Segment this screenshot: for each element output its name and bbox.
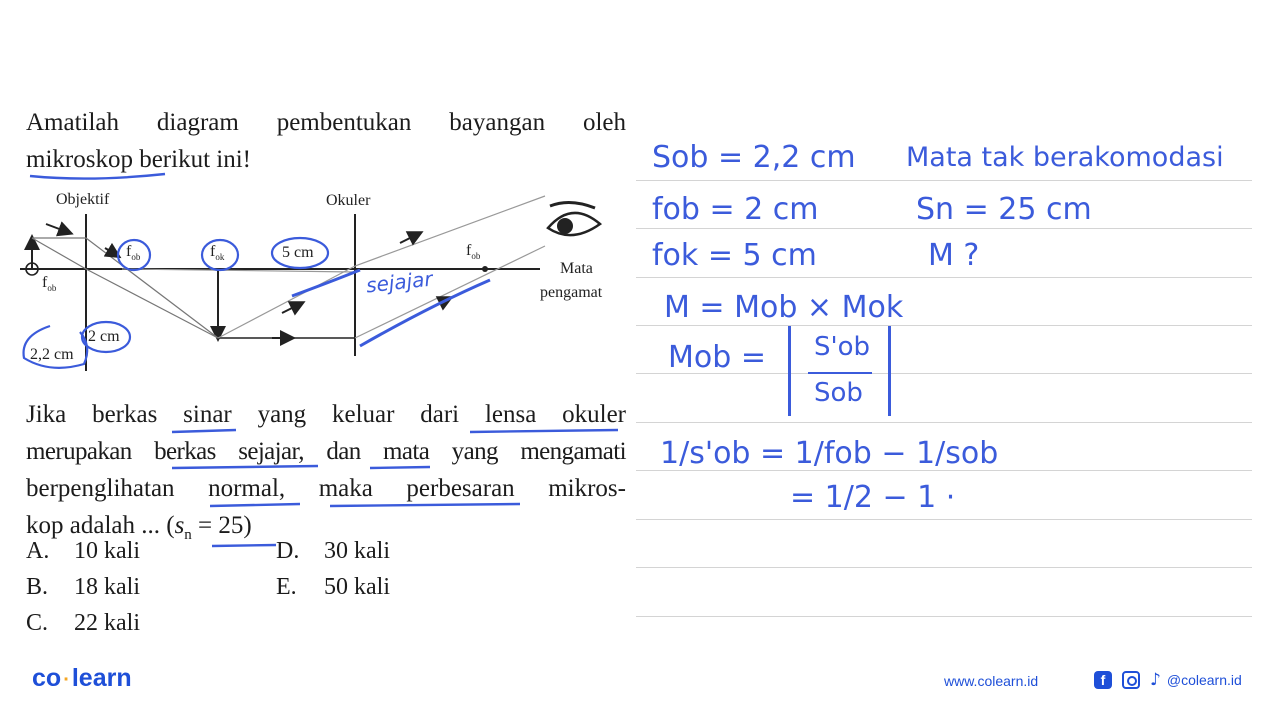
notebook-rule xyxy=(636,422,1252,423)
question-body-line-3: berpenglihatan normal, maka perbesaran mikros- xyxy=(26,475,626,502)
fraction-denominator: Sob xyxy=(814,378,863,408)
label-2cm: 2 cm xyxy=(88,328,120,345)
notebook-rule xyxy=(636,277,1252,278)
option-c[interactable]: C. 22 kali xyxy=(26,610,140,636)
instagram-icon[interactable] xyxy=(1122,671,1140,689)
question-body-line-4: kop adalah ... $(s_n = 25)$ xyxy=(26,512,252,543)
notebook-rule xyxy=(636,228,1252,229)
label-okuler: Okuler xyxy=(326,192,371,209)
label-mata: Mata xyxy=(560,260,593,277)
option-e[interactable]: E. 50 kali xyxy=(276,574,390,600)
label-f-ok-circle: $f_{ok}$ xyxy=(210,243,225,263)
text-underline-annotations xyxy=(0,0,640,560)
question-body-line-1: Jika berkas sinar yang keluar dari lensa okuler xyxy=(26,401,626,428)
question-intro-line-1: Amatilah diagram pembentukan bayangan oleh xyxy=(26,109,626,136)
note-sejajar: sejajar xyxy=(364,266,434,298)
notebook-rule xyxy=(636,180,1252,181)
fraction-numerator: S'ob xyxy=(814,332,871,362)
logo-dot: · xyxy=(63,669,70,691)
note-m-formula: M = Mob × Mok xyxy=(664,290,904,325)
facebook-icon[interactable]: f xyxy=(1094,671,1112,689)
notebook-rule xyxy=(636,519,1252,520)
abs-bar-left xyxy=(788,326,791,416)
note-mob-fraction xyxy=(788,326,898,418)
option-d[interactable]: D. 30 kali xyxy=(276,538,390,564)
notebook-rule xyxy=(636,616,1252,617)
note-fok: fok = 5 cm xyxy=(652,238,817,273)
tiktok-icon[interactable]: ♪ xyxy=(1150,670,1161,690)
colearn-logo: co ·learn xyxy=(32,664,132,692)
option-a[interactable]: A. 10 kali xyxy=(26,538,140,564)
note-sn: Sn = 25 cm xyxy=(916,192,1092,227)
label-objektif: Objektif xyxy=(56,191,110,208)
option-b[interactable]: B. 18 kali xyxy=(26,574,140,600)
notebook-rule xyxy=(636,567,1252,568)
note-sob: Sob = 2,2 cm xyxy=(652,140,856,175)
note-m-question: M ? xyxy=(928,238,980,273)
note-mob-lhs: Mob = xyxy=(668,340,766,375)
notebook-rule xyxy=(636,325,1252,326)
note-lens-substitution: = 1/2 − 1 · xyxy=(790,480,956,515)
fraction-bar xyxy=(808,372,872,374)
label-pengamat: pengamat xyxy=(540,284,603,301)
note-mata-tak-berakomodasi: Mata tak berakomodasi xyxy=(906,142,1224,173)
question-body-line-2: merupakan berkas sejajar, dan mata yang mengamati xyxy=(26,438,626,465)
note-fob: fob = 2 cm xyxy=(652,192,819,227)
social-handle[interactable]: @colearn.id xyxy=(1166,672,1242,688)
question-intro-line-2: mikroskop berikut ini! xyxy=(26,146,251,173)
label-2-2cm: 2,2 cm xyxy=(30,346,74,363)
label-f-ob-left: $f_{ob}$ xyxy=(42,274,57,294)
social-icons xyxy=(1094,670,1242,690)
website-link[interactable]: www.colearn.id xyxy=(944,673,1039,689)
note-lens-equation: 1/s'ob = 1/fob − 1/sob xyxy=(660,436,999,471)
abs-bar-right xyxy=(888,326,891,416)
label-f-ob-right: $f_{ob}$ xyxy=(466,242,481,262)
label-f-ob-circle: $f_{ob}$ xyxy=(126,243,141,263)
label-5cm: 5 cm xyxy=(282,244,314,261)
